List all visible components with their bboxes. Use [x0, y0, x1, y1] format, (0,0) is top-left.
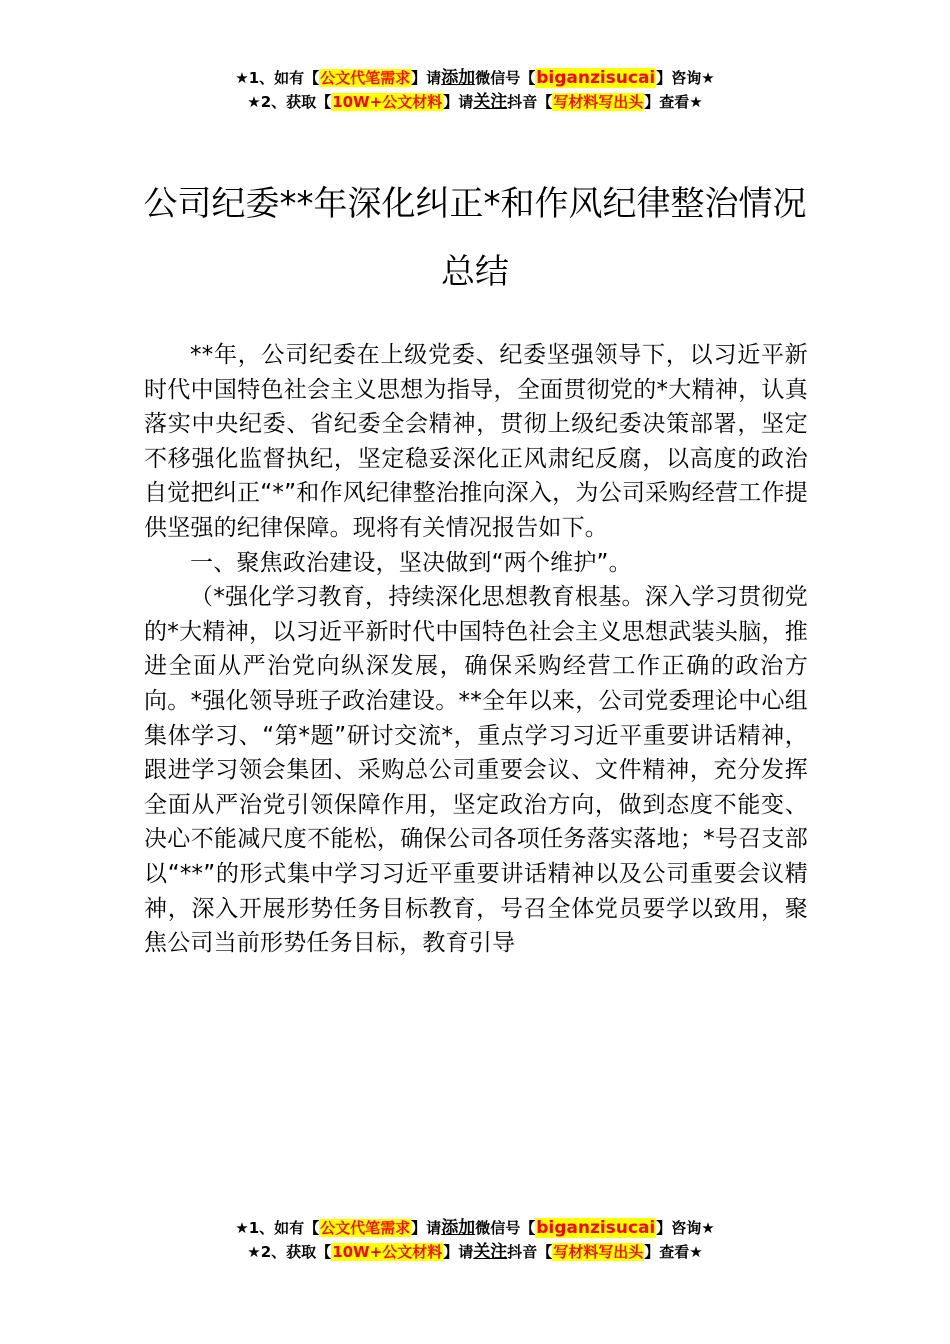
banner-line-1: [0, 66, 950, 90]
banner-highlight: 写材料写出头: [553, 93, 644, 111]
banner-wechat-id: biganzisucai: [536, 1218, 656, 1238]
banner-text: 】请: [411, 69, 442, 87]
banner-text: 】咨询★: [656, 69, 715, 87]
banner-text: ★2、获取【: [247, 93, 332, 111]
banner-highlight: 10W+公文材料: [332, 1243, 443, 1261]
banner-text: ★1、如有【: [235, 69, 320, 87]
banner-emphasis: 关注: [473, 1242, 508, 1262]
footer-banner: [0, 1216, 950, 1264]
document-body: [144, 338, 808, 961]
banner-text: 抖音【: [507, 1243, 553, 1261]
banner-text: 微信号【: [475, 1219, 536, 1237]
banner-highlight: 写材料写出头: [553, 1243, 644, 1261]
banner-emphasis: 添加: [441, 1218, 476, 1238]
banner-text: ★1、如有【: [235, 1219, 320, 1237]
header-banner: [0, 66, 950, 114]
paragraph-section-1: （*强化学习教育，持续深化思想教育根基。深入学习贯彻党的*大精神，以习近平新时代中国特色社会主义思想武装头脑，推进全面从严治党向纵深发展，确保采购经营工作正确的政治方向。*强化领导班子政治建设。**全年以来，公司党委理论中心组集体学习、“第*题”研讨交流*，重点学习习近平重要讲话精神，跟进学习领会集团、采购总公司重要会议、文件精神，充分发挥全面从严治党引领保障作用，坚定政治方向，做到态度不能变、决心不能减尺度不能松，确保公司各项任务落实落地；*号召支部以“**”的形式集中学习习近平重要讲话精神以及公司重要会议精神，深入开展形势任务目标教育，号召全体党员要学以致用，聚焦公司当前形势任务目标，教育引导: [144, 584, 808, 957]
banner-line-2: [0, 1240, 950, 1264]
banner-text: 】请: [443, 93, 474, 111]
banner-text: ★2、获取【: [247, 1243, 332, 1261]
banner-text: 】查看★: [644, 93, 703, 111]
banner-highlight: 10W+公文材料: [332, 93, 443, 111]
document-title: 公司纪委**年深化纠正*和作风纪律整治情况总结: [143, 184, 807, 292]
banner-text: 抖音【: [507, 93, 553, 111]
banner-text: 】请: [443, 1243, 474, 1261]
banner-text: 】请: [411, 1219, 442, 1237]
banner-text: 】查看★: [644, 1243, 703, 1261]
banner-line-1: [0, 1216, 950, 1240]
paragraph-intro: **年，公司纪委在上级党委、纪委坚强领导下，以习近平新时代中国特色社会主义思想为指导，全面贯彻党的*大精神，认真落实中央纪委、省纪委全会精神，贯彻上级纪委决策部署，坚定不移强化监督执纪，坚定稳妥深化正风肃纪反腐，以高度的政治自觉把纠正“*”和作风纪律整治推向深入，为公司采购经营工作提供坚强的纪律保障。现将有关情况报告如下。: [144, 342, 808, 541]
banner-emphasis: 添加: [441, 68, 476, 88]
banner-emphasis: 关注: [473, 92, 508, 112]
banner-highlight: 公文代笔需求: [320, 1219, 411, 1237]
banner-highlight: 公文代笔需求: [320, 69, 411, 87]
banner-wechat-id: biganzisucai: [536, 68, 656, 88]
banner-text: 微信号【: [475, 69, 536, 87]
banner-text: 】咨询★: [656, 1219, 715, 1237]
section-heading-1: 一、聚焦政治建设，坚决做到“两个维护”。: [190, 549, 632, 576]
banner-line-2: [0, 90, 950, 114]
